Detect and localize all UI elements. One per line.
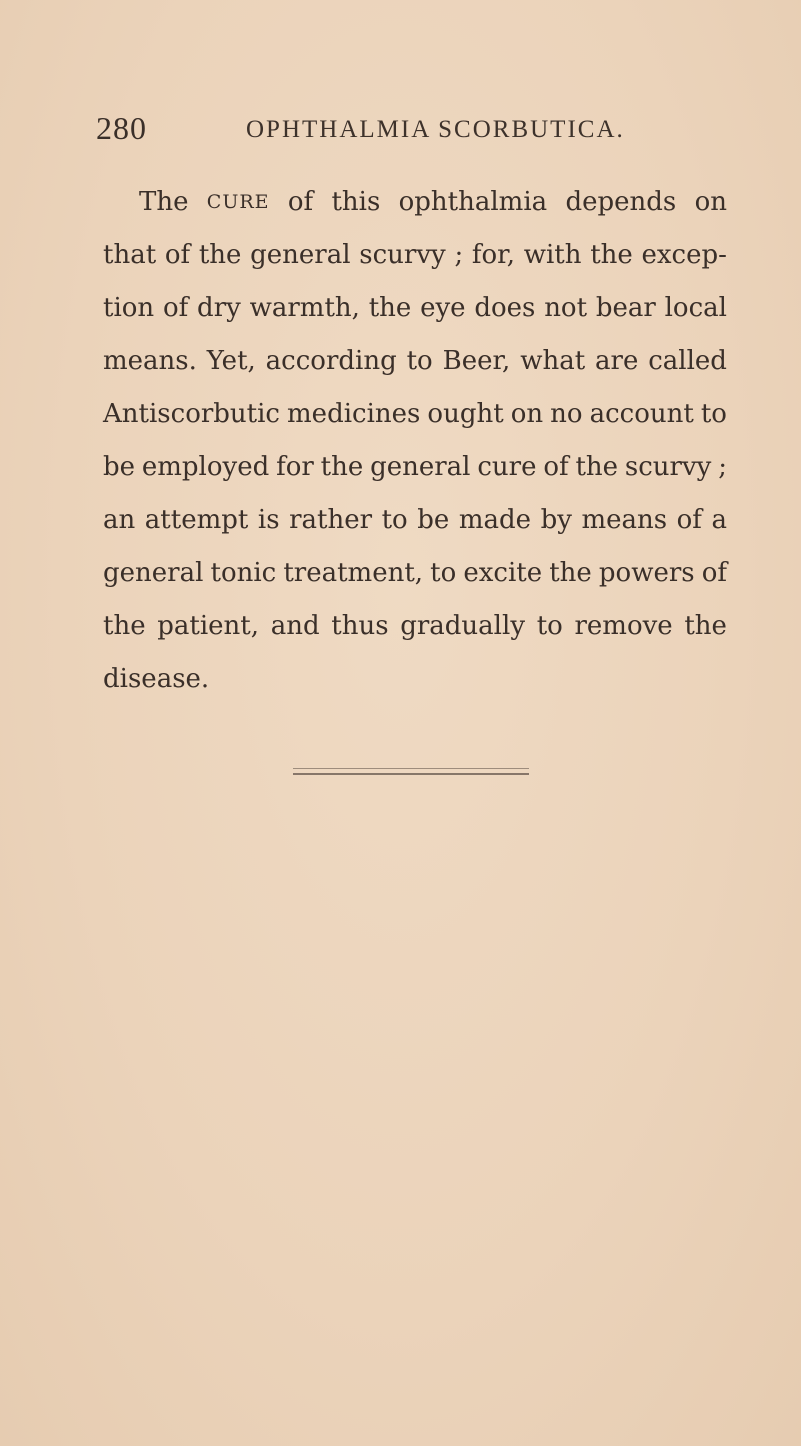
word: this [331, 187, 381, 217]
text-line [103, 441, 727, 494]
word: for [276, 452, 314, 482]
word: called [648, 346, 727, 376]
word: Yet, [206, 346, 256, 376]
word: to [536, 611, 563, 641]
word: The [139, 187, 189, 217]
word: the [575, 452, 619, 482]
text-line [103, 176, 727, 229]
word: and [270, 611, 320, 641]
word: rather [289, 505, 373, 535]
text-line [103, 335, 727, 388]
word: disease. [103, 664, 210, 694]
word: means [581, 505, 668, 535]
word: what [520, 346, 586, 376]
text-line [103, 547, 727, 600]
word: according [265, 346, 397, 376]
text-line [103, 388, 727, 441]
word: of [164, 240, 191, 270]
word: dry [197, 293, 241, 323]
word: with [523, 240, 582, 270]
text-line [103, 229, 727, 282]
word: that [103, 240, 157, 270]
word: account [589, 399, 694, 429]
word: attempt [144, 505, 249, 535]
word: be [417, 505, 450, 535]
word: the [590, 240, 633, 270]
word: Antiscorbutic [103, 399, 280, 429]
word: remove [574, 611, 673, 641]
word: treatment, [283, 558, 424, 588]
word: excite [463, 558, 543, 588]
word: ; [454, 240, 464, 270]
word: the [103, 611, 146, 641]
word: for, [471, 240, 516, 270]
word: be [103, 452, 136, 482]
word: bear [595, 293, 656, 323]
word: is [257, 505, 280, 535]
body-paragraph [103, 176, 727, 706]
running-head: OPHTHALMIA SCORBUTICA. [246, 116, 625, 143]
word: of [543, 452, 569, 482]
word: to [700, 399, 727, 429]
word: no [550, 399, 583, 429]
word: of [701, 558, 727, 588]
word: the [549, 558, 592, 588]
word: of [287, 187, 314, 217]
word: tonic [210, 558, 277, 588]
word: the [368, 293, 412, 323]
word: an [103, 505, 136, 535]
word: ; [718, 452, 727, 482]
word: on [510, 399, 544, 429]
word: scurvy [359, 240, 446, 270]
word: patient, [157, 611, 260, 641]
word: powers [598, 558, 695, 588]
word: of [162, 293, 189, 323]
word: on [694, 187, 727, 217]
word: ophthalmia [398, 187, 548, 217]
word: of [676, 505, 702, 535]
word: to [406, 346, 433, 376]
text-line [103, 600, 727, 653]
text-line [103, 494, 727, 547]
word: made [458, 505, 532, 535]
word: general [103, 558, 204, 588]
word: the [320, 452, 364, 482]
page-header [96, 106, 736, 150]
word: does [474, 293, 536, 323]
word: thus [331, 611, 389, 641]
word: local [664, 293, 727, 323]
word: by [540, 505, 572, 535]
word: are [595, 346, 639, 376]
word: excep- [641, 240, 727, 270]
word: a [711, 505, 727, 535]
word: not [544, 293, 588, 323]
word: the [198, 240, 242, 270]
word: general [370, 452, 471, 482]
word: gradually [400, 611, 526, 641]
word: general [250, 240, 351, 270]
word: Beer, [442, 346, 511, 376]
word: medicines [287, 399, 421, 429]
text-line [103, 282, 727, 335]
word-small-caps: CURE [206, 191, 270, 213]
word: means. [103, 346, 197, 376]
word: employed [141, 452, 270, 482]
word: depends [565, 187, 677, 217]
word: to [430, 558, 457, 588]
word: scurvy [624, 452, 712, 482]
word: eye [420, 293, 466, 323]
word: the [684, 611, 727, 641]
page-number: 280 [96, 110, 147, 146]
section-divider-rule [293, 768, 529, 775]
text-line [103, 653, 727, 706]
word: cure [477, 452, 537, 482]
word: warmth, [249, 293, 360, 323]
word: tion [103, 293, 155, 323]
word: ought [427, 399, 504, 429]
word: to [381, 505, 408, 535]
